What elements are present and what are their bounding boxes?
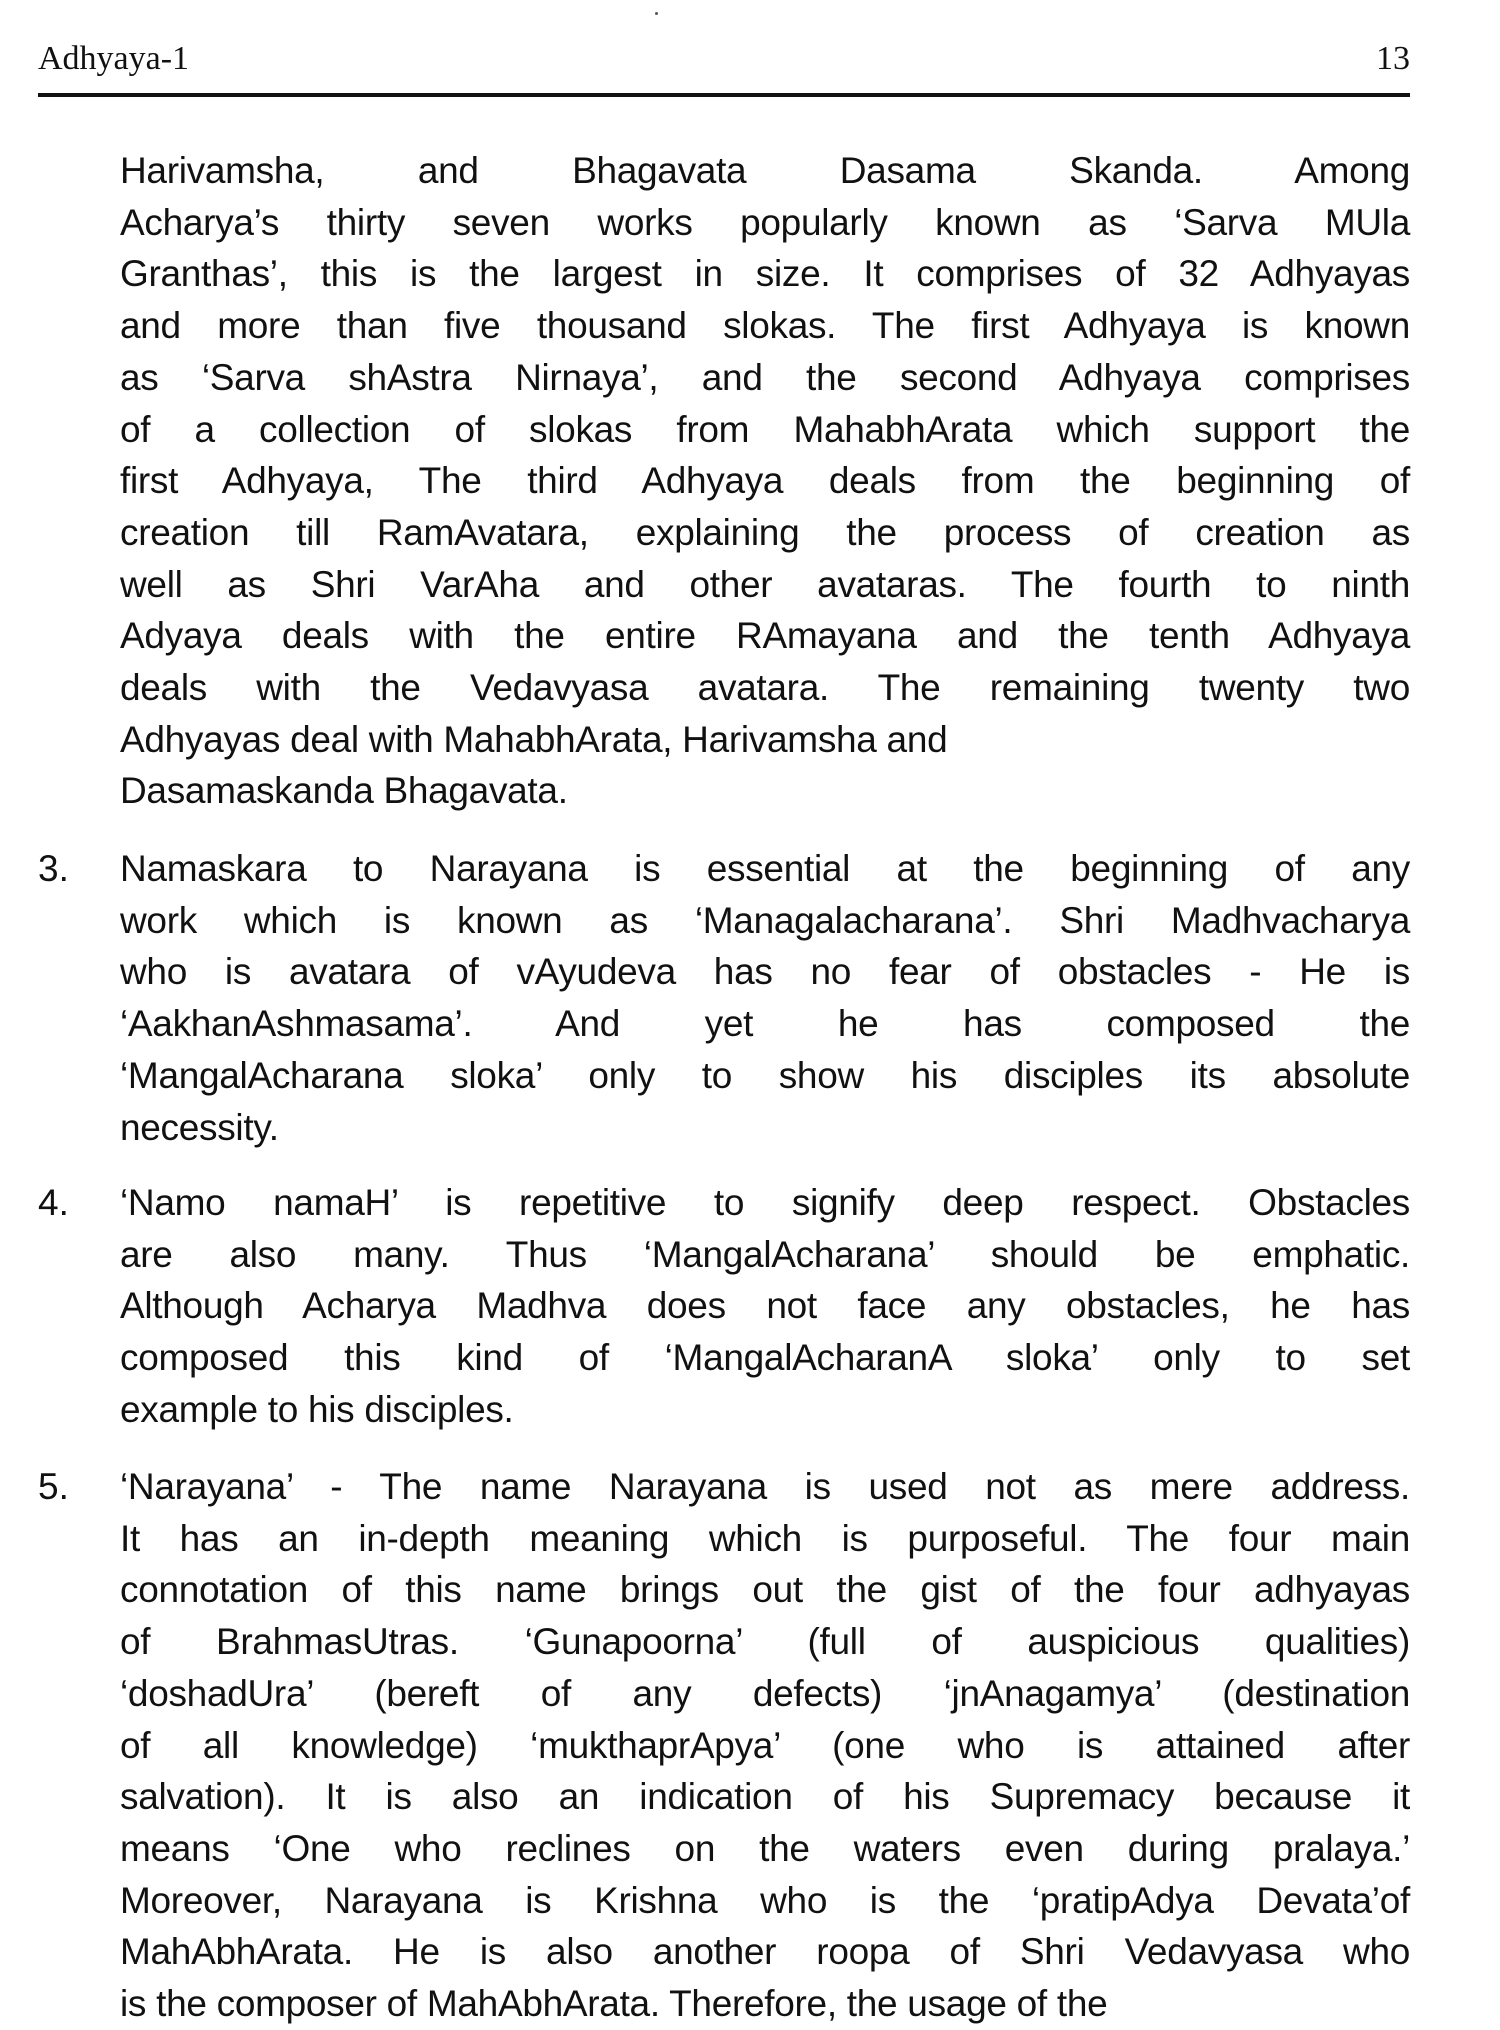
text-line: Adhyayas deal with MahabhArata, Harivamsha and	[120, 718, 948, 760]
text-line: example to his disciples.	[120, 1388, 514, 1430]
text-line: of BrahmasUtras. ‘Gunapoorna’ (full of auspicious qualities)	[120, 1621, 1410, 1663]
paragraph-number: 3.	[38, 848, 69, 889]
text-line: creation till RamAvatara, explaining the process of creation as	[120, 511, 1410, 553]
text-line: well as Shri VarAha and other avataras. The fourth to ninth	[120, 563, 1410, 605]
text-line: of a collection of slokas from MahabhArata which support the	[120, 408, 1410, 450]
text-line: are also many. Thus ‘MangalAcharana’ should be emphatic.	[120, 1233, 1410, 1275]
text-line: Granthas’, this is the largest in size. It comprises of 32 Adhyayas	[120, 253, 1410, 295]
text-line: Harivamsha, and Bhagavata Dasama Skanda. Among	[120, 150, 1410, 191]
text-line: Adyaya deals with the entire RAmayana and the tenth Adhyaya	[120, 615, 1410, 657]
text-line: ‘MangalAcharana sloka’ only to show his disciples its absolute	[120, 1054, 1410, 1096]
text-line: composed this kind of ‘MangalAcharanA sloka’ only to set	[120, 1337, 1410, 1379]
numbered-paragraph	[38, 1177, 1410, 1436]
numbered-paragraph	[38, 843, 1410, 1153]
text-line: salvation). It is also an indication of his Supremacy because it	[120, 1776, 1410, 1818]
paragraph-number: 4.	[38, 1182, 69, 1223]
paragraph	[120, 145, 1410, 817]
numbered-paragraph	[38, 1461, 1410, 2030]
text-line: who is avatara of vAyudeva has no fear of obstacles - He is	[120, 951, 1410, 993]
text-line: means ‘One who reclines on the waters even during pralaya.’	[120, 1827, 1410, 1869]
text-line: ‘Namo namaH’ is repetitive to signify deep respect. Obstacles	[120, 1182, 1410, 1223]
text-line: deals with the Vedavyasa avatara. The remaining twenty two	[120, 667, 1410, 709]
text-line: Moreover, Narayana is Krishna who is the ‘pratipAdya Devata’of	[120, 1879, 1410, 1921]
text-line: necessity.	[120, 1106, 279, 1148]
text-line: is the composer of MahAbhArata. Therefore, the usage of the	[120, 1983, 1108, 2025]
text-line: Dasamaskanda Bhagavata.	[120, 770, 568, 812]
text-line: Acharya’s thirty seven works popularly known as ‘Sarva MUla	[120, 201, 1410, 243]
text-line: ‘Narayana’ - The name Narayana is used not as mere address.	[120, 1466, 1410, 1507]
text-line: ‘doshadUra’ (bereft of any defects) ‘jnAnagamya’ (destination	[120, 1672, 1410, 1714]
running-header-chapter: Adhyaya-1	[38, 40, 190, 77]
text-line: Although Acharya Madhva does not face any obstacles, he has	[120, 1285, 1410, 1327]
text-line: MahAbhArata. He is also another roopa of Shri Vedavyasa who	[120, 1931, 1410, 1973]
text-line: work which is known as ‘Managalacharana’. Shri Madhvacharya	[120, 899, 1410, 941]
paragraph-number: 5.	[38, 1466, 69, 1507]
text-line: connotation of this name brings out the gist of the four adhyayas	[120, 1569, 1410, 1611]
text-line: of all knowledge) ‘mukthaprApya’ (one who is attained after	[120, 1724, 1410, 1766]
text-line: and more than five thousand slokas. The first Adhyaya is known	[120, 305, 1410, 347]
scan-speck	[655, 12, 658, 15]
page-number: 13	[1376, 40, 1410, 77]
text-line: first Adhyaya, The third Adhyaya deals from the beginning of	[120, 460, 1410, 502]
text-line: Namaskara to Narayana is essential at the beginning of any	[120, 848, 1410, 889]
text-line: as ‘Sarva shAstra Nirnaya’, and the second Adhyaya comprises	[120, 356, 1410, 398]
header-rule	[38, 93, 1410, 97]
text-line: It has an in-depth meaning which is purposeful. The four main	[120, 1517, 1410, 1559]
text-line: ‘AakhanAshmasama’. And yet he has composed the	[120, 1003, 1410, 1045]
